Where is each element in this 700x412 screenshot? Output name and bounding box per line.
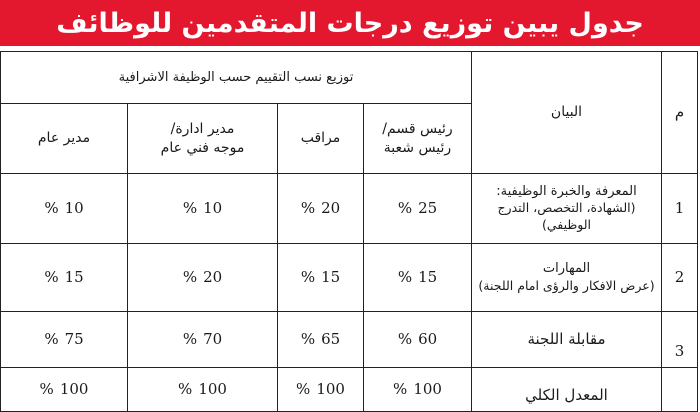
row-description-line1: المهارات <box>542 261 591 277</box>
percent-value <box>398 199 437 217</box>
header-row-group <box>1 52 698 104</box>
row-num-cell <box>662 174 698 244</box>
header-col-section-head-line2: رئيس شعبة <box>383 139 452 156</box>
percent-symbol: % <box>300 330 316 349</box>
percent-number: 60 <box>418 330 438 349</box>
header-col-general-director-label: مدير عام <box>37 130 91 147</box>
row-description-line2: (الشهادة، التخصص، التدرج الوظيفي) <box>497 200 636 233</box>
percent-value <box>183 268 222 286</box>
percent-value <box>44 268 83 286</box>
percent-symbol: % <box>397 268 413 287</box>
percent-symbol: % <box>393 380 408 399</box>
percent-symbol: % <box>296 380 311 399</box>
percent-symbol: % <box>39 380 54 399</box>
row-description-line1: المعرفة والخبرة الوظيفية: <box>496 183 637 199</box>
header-description-label: البيان <box>550 104 583 121</box>
percent-value <box>301 268 340 286</box>
percent-symbol: % <box>178 380 193 399</box>
row-value-cell <box>128 174 278 244</box>
percent-value <box>301 330 340 348</box>
table-row <box>1 312 698 368</box>
row-description-cell <box>472 174 662 244</box>
header-col-section-head <box>364 104 472 174</box>
row-value-cell <box>364 368 472 412</box>
percent-symbol: % <box>182 330 198 349</box>
row-num: 1 <box>674 199 685 218</box>
table-row <box>1 174 698 244</box>
row-description-line2: (عرض الافكار والرؤى امام اللجنة) <box>478 277 655 293</box>
row-value-cell <box>278 368 364 412</box>
row-num-cell <box>662 312 698 368</box>
row-value-cell <box>128 312 278 368</box>
percent-value <box>296 380 345 398</box>
row-description-line1: مقابلة اللجنة <box>527 330 606 349</box>
row-num: 2 <box>674 268 685 287</box>
percent-number: 100 <box>413 380 442 399</box>
header-col-supervisor <box>278 104 364 174</box>
row-value-cell <box>128 368 278 412</box>
percent-symbol: % <box>300 199 316 218</box>
percent-number: 100 <box>59 380 89 399</box>
row-description-cell <box>472 312 662 368</box>
percent-symbol: % <box>44 330 59 349</box>
row-description-cell <box>472 368 662 412</box>
header-col-section-head-line1: رئيس قسم/ <box>382 120 453 137</box>
row-num-cell <box>662 368 698 412</box>
percent-number: 15 <box>418 268 438 287</box>
header-description-cell <box>472 52 662 174</box>
header-group-cell <box>1 52 472 104</box>
percent-number: 100 <box>316 380 345 399</box>
row-value-cell <box>364 312 472 368</box>
header-col-department-director <box>128 104 278 174</box>
header-group-label: توزيع نسب التقييم حسب الوظيفة الاشرافية <box>118 69 354 85</box>
table-title-banner <box>0 0 700 46</box>
percent-symbol: % <box>44 199 59 218</box>
percent-value <box>178 380 227 398</box>
table-row-total <box>1 368 698 412</box>
percent-number: 70 <box>203 330 223 349</box>
row-value-cell <box>1 174 128 244</box>
grade-distribution-table <box>0 51 698 412</box>
percent-symbol: % <box>397 199 413 218</box>
percent-symbol: % <box>300 268 316 287</box>
percent-value <box>183 199 222 217</box>
header-col-general-director <box>1 104 128 174</box>
percent-number: 15 <box>321 268 341 287</box>
percent-value <box>40 380 89 398</box>
header-num-cell <box>662 52 698 174</box>
row-value-cell <box>1 312 128 368</box>
row-value-cell <box>128 244 278 312</box>
row-num: 3 <box>674 341 685 360</box>
row-description-line1: المعدل الكلي <box>525 385 608 404</box>
percent-symbol: % <box>397 330 413 349</box>
table-row <box>1 244 698 312</box>
percent-number: 15 <box>64 268 84 287</box>
percent-number: 65 <box>321 330 341 349</box>
percent-symbol: % <box>182 199 198 218</box>
percent-value <box>44 199 83 217</box>
row-value-cell <box>278 312 364 368</box>
header-col-department-director-line1: مدير ادارة/ <box>170 120 235 137</box>
row-description-cell <box>472 244 662 312</box>
table-title: جدول يبين توزيع درجات المتقدمين للوظائف <box>56 7 644 39</box>
percent-number: 25 <box>418 199 438 218</box>
percent-value <box>398 330 437 348</box>
row-value-cell <box>1 368 128 412</box>
row-value-cell <box>364 244 472 312</box>
percent-number: 75 <box>64 330 84 349</box>
percent-number: 10 <box>64 199 84 218</box>
header-col-department-director-line2: موجه فني عام <box>160 139 245 156</box>
header-col-supervisor-label: مراقب <box>300 130 341 147</box>
row-value-cell <box>1 244 128 312</box>
percent-value <box>44 330 83 348</box>
percent-symbol: % <box>182 268 198 287</box>
row-value-cell <box>364 174 472 244</box>
header-num-label: م <box>674 103 685 122</box>
row-num-cell <box>662 244 698 312</box>
percent-value <box>398 268 437 286</box>
row-value-cell <box>278 174 364 244</box>
percent-number: 20 <box>203 268 223 287</box>
percent-number: 100 <box>198 380 227 399</box>
percent-number: 10 <box>203 199 223 218</box>
row-value-cell <box>278 244 364 312</box>
percent-value <box>301 199 340 217</box>
percent-symbol: % <box>44 268 59 287</box>
percent-value <box>393 380 442 398</box>
percent-number: 20 <box>321 199 341 218</box>
percent-value <box>183 330 222 348</box>
